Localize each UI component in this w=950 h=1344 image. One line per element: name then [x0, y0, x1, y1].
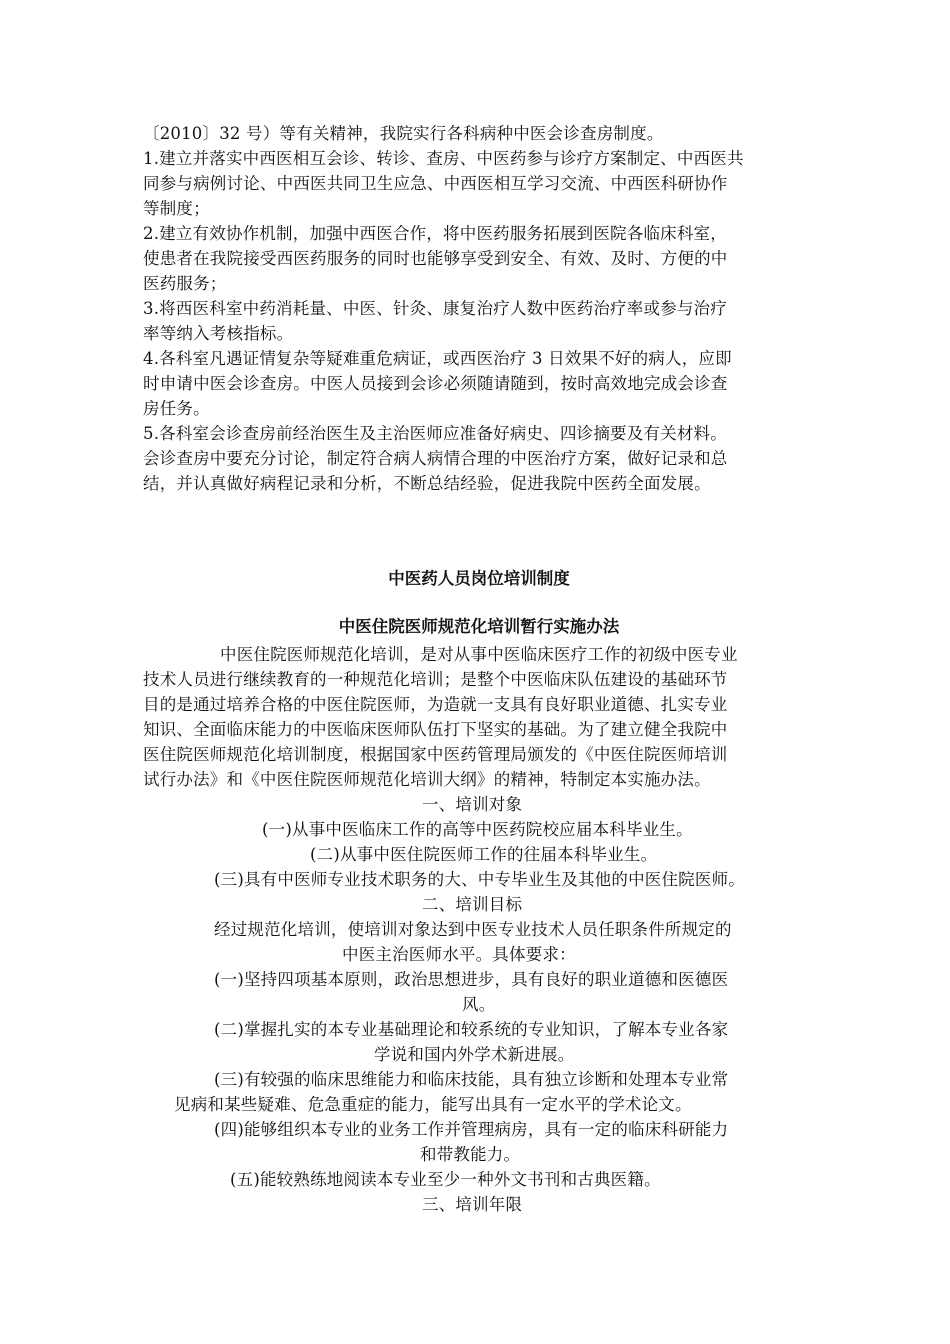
text-line: 5.各科室会诊查房前经治医生及主治医师应准备好病史、四诊摘要及有关材料。 — [143, 424, 727, 443]
list-item: (一)从事中医临床工作的高等中医药院校应届本科毕业生。 — [262, 820, 693, 839]
text-line: 2.建立有效协作机制，加强中西医合作，将中医药服务拓展到医院各临床科室， — [143, 224, 727, 243]
intro-paragraph — [143, 642, 815, 792]
text-line: 〔2010〕32 号）等有关精神，我院实行各科病种中医会诊查房制度。 — [143, 124, 664, 143]
text-line: 中医住院医师规范化培训，是对从事中医临床医疗工作的初级中医专业 — [220, 645, 738, 664]
list-item: (三)有较强的临床思维能力和临床技能，具有独立诊断和处理本专业常 — [214, 1070, 729, 1089]
text-line: 知识、全面临床能力的中医临床医师队伍打下坚实的基础。为了建立健全我院中 — [143, 720, 728, 739]
list-item: (一)坚持四项基本原则，政治思想进步，具有良好的职业道德和医德医 — [214, 970, 729, 989]
text-line: 1.建立并落实中西医相互会诊、转诊、查房、中医药参与诊疗方案制定、中西医共 — [143, 149, 744, 168]
text-line: 医药服务； — [143, 274, 227, 293]
text-line: 医住院医师规范化培训制度，根据国家中医药管理局颁发的《中医住院医师培训 — [143, 745, 728, 764]
consultation-rules — [143, 121, 815, 496]
text-line: 结，并认真做好病程记录和分析，不断总结经验，促进我院中医药全面发展。 — [143, 474, 711, 493]
list-item: (二)从事中医住院医师工作的往届本科毕业生。 — [310, 845, 658, 864]
section-title: 三、培训年限 — [422, 1195, 523, 1214]
list-item-continuation: 见病和某些疑难、危急重症的能力，能写出具有一定水平的学术论文。 — [174, 1095, 692, 1114]
section-title: 二、培训目标 — [422, 895, 523, 914]
list-item: (五)能较熟练地阅读本专业至少一种外文书刊和古典医籍。 — [230, 1170, 661, 1189]
text-line: 试行办法》和《中医住院医师规范化培训大纲》的精神，特制定本实施办法。 — [143, 770, 711, 789]
list-item-continuation: 学说和国内外学术新进展。 — [374, 1045, 575, 1064]
text-line: 率等纳入考核指标。 — [143, 324, 294, 343]
text-line: 3.将西医科室中药消耗量、中医、针灸、康复治疗人数中医药治疗率或参与治疗 — [143, 299, 727, 318]
text-line: 房任务。 — [143, 399, 210, 418]
text-line: 4.各科室凡遇证情复杂等疑难重危病证，或西医治疗 3 日效果不好的病人，应即 — [143, 349, 732, 368]
text-line: 经过规范化培训，使培训对象达到中医专业技术人员任职条件所规定的 — [214, 920, 732, 939]
text-line: 时申请中医会诊查房。中医人员接到会诊必须随请随到，按时高效地完成会诊查 — [143, 374, 728, 393]
list-item-continuation: 风。 — [462, 995, 496, 1014]
text-line: 技术人员进行继续教育的一种规范化培训；是整个中医临床队伍建设的基础环节 — [143, 670, 728, 689]
list-item: (二)掌握扎实的本专业基础理论和较系统的专业知识，了解本专业各家 — [214, 1020, 729, 1039]
text-line: 会诊查房中要充分讨论，制定符合病人病情合理的中医治疗方案，做好记录和总 — [143, 449, 728, 468]
text-line: 等制度； — [143, 199, 210, 218]
text-line: 使患者在我院接受西医药服务的同时也能够享受到安全、有效、及时、方便的中 — [143, 249, 728, 268]
text-line: 中医主治医师水平。具体要求： — [342, 945, 576, 964]
list-item: (三)具有中医师专业技术职务的大、中专毕业生及其他的中医住院医师。 — [214, 870, 745, 889]
list-item: (四)能够组织本专业的业务工作并管理病房，具有一定的临床科研能力 — [214, 1120, 729, 1139]
sub-title: 中医住院医师规范化培训暂行实施办法 — [338, 617, 620, 636]
section-title: 一、培训对象 — [422, 795, 523, 814]
text-line: 同参与病例讨论、中西医共同卫生应急、中西医相互学习交流、中西医科研协作 — [143, 174, 728, 193]
list-item-continuation: 和带教能力。 — [420, 1145, 521, 1164]
main-title: 中医药人员岗位培训制度 — [388, 569, 570, 588]
text-line: 目的是通过培养合格的中医住院医师，为造就一支具有良好职业道德、扎实专业 — [143, 695, 728, 714]
